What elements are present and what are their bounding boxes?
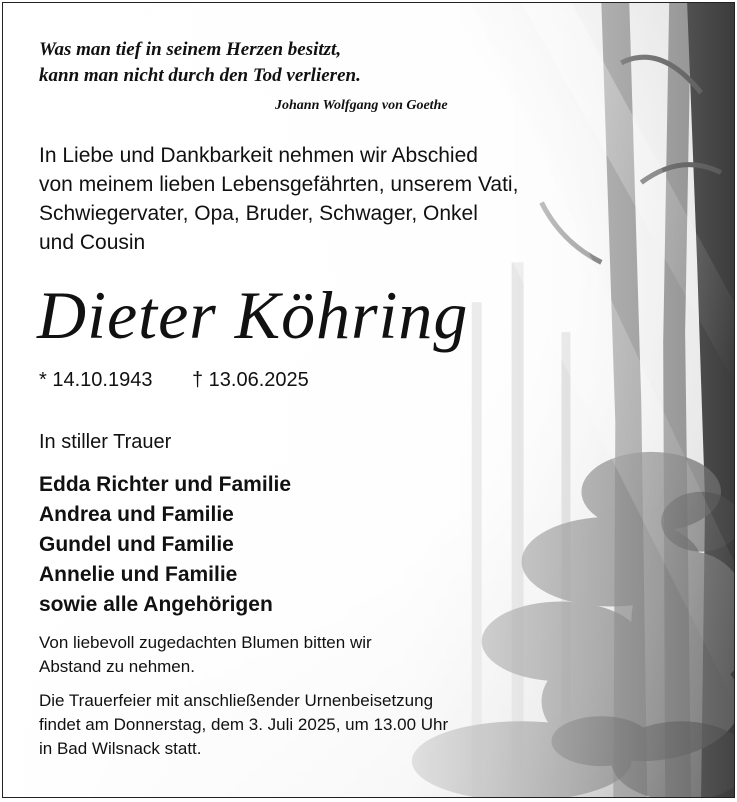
mourner-entry: Edda Richter und Familie (39, 473, 292, 496)
notice-content (3, 3, 734, 797)
birth-date: * 14.10.1943 (39, 369, 153, 391)
mourner-entry: sowie alle Angehörigen (39, 593, 273, 616)
deceased-name: Dieter Köhring (37, 277, 469, 353)
mourner-entry: Andrea und Familie (39, 503, 234, 526)
obituary-notice (2, 2, 735, 798)
flower-note: Von liebevoll zugedachten Blumen bitten wir Abstand zu nehmen. (39, 633, 372, 676)
quote-author: Johann Wolfgang von Goethe (275, 98, 448, 113)
goethe-quote: Was man tief in seinem Herzen besitzt, kann man nicht durch den Tod verlieren. (39, 39, 361, 86)
death-date: † 13.06.2025 (192, 369, 309, 391)
mourners-list (39, 470, 291, 620)
mourner-entry: Gundel und Familie (39, 533, 234, 556)
mourning-label: In stiller Trauer (39, 431, 172, 453)
funeral-service-note: Die Trauerfeier mit anschließender Urnenbeisetzung findet am Donnerstag, dem 3. Juli 2025, um 13.00 Uhr in Bad Wilsnack statt. (39, 691, 449, 758)
mourner-entry: Annelie und Familie (39, 563, 238, 586)
farewell-intro: In Liebe und Dankbarkeit nehmen wir Abschied von meinem lieben Lebensgefährten, unserem Vati, Schwiegervater, Opa, Bruder, Schwager, Onkel und Cousin (39, 144, 519, 254)
life-dates (39, 369, 309, 392)
